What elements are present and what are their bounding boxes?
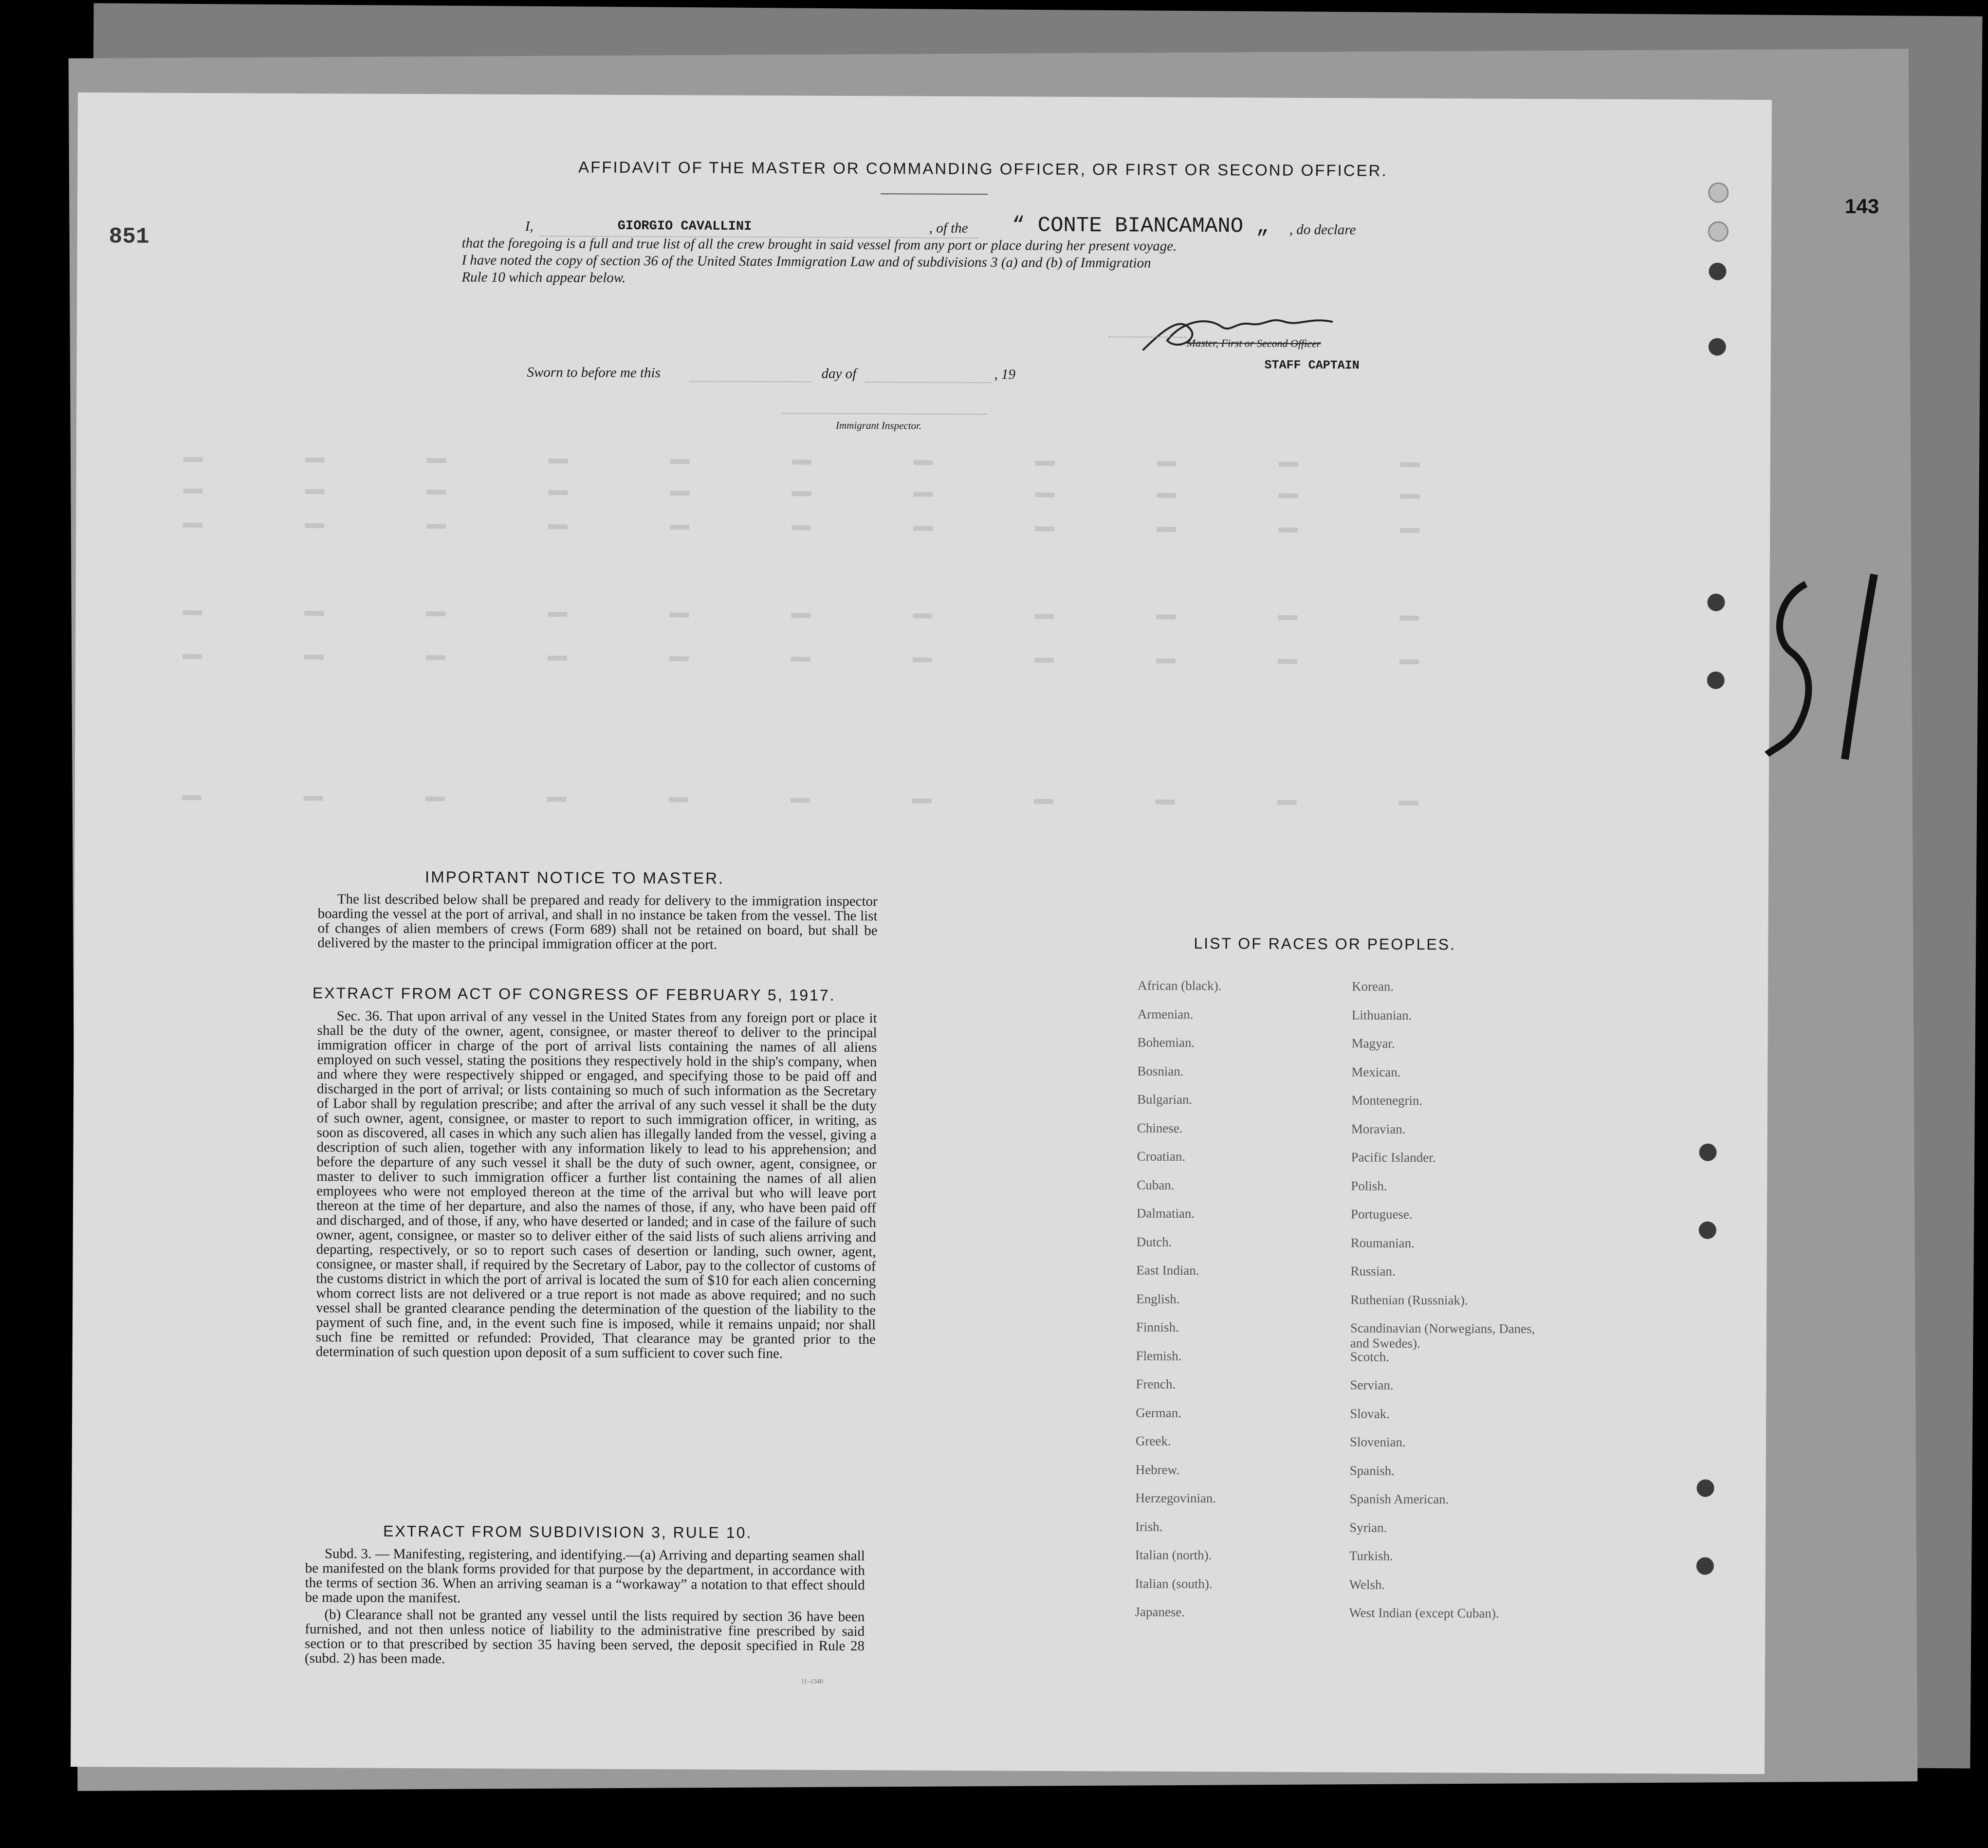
handwritten-mark <box>1762 569 1898 774</box>
races-heading: LIST OF RACES OR PEOPLES. <box>1194 934 1456 953</box>
race-item: Ruthenian (Russniak). <box>1350 1292 1468 1307</box>
signature-line <box>1109 335 1187 338</box>
signature-caption: Master, First or Second Officer <box>1186 336 1321 350</box>
bleed-through-row <box>183 653 1643 669</box>
binder-hole <box>1709 338 1726 356</box>
page-number: 143 <box>1845 195 1879 218</box>
race-item: Italian (north). <box>1135 1547 1212 1563</box>
race-item: Armenian. <box>1137 1006 1194 1022</box>
officer-name: GIORGIO CAVALLINI <box>617 219 752 235</box>
race-item: Chinese. <box>1137 1120 1183 1135</box>
left-stamp: 851 <box>109 224 149 250</box>
title-rule <box>881 193 988 195</box>
binder-hole <box>1696 1557 1714 1575</box>
binder-hole <box>1696 1480 1714 1497</box>
race-item: Servian. <box>1350 1377 1394 1392</box>
notice-heading: IMPORTANT NOTICE TO MASTER. <box>424 868 725 887</box>
race-item: Cuban. <box>1137 1177 1175 1192</box>
race-item: Portuguese. <box>1350 1207 1413 1222</box>
race-item: Scandinavian (Norwegians, Danes, and Swedes). <box>1350 1320 1535 1351</box>
sworn-line <box>690 380 811 382</box>
race-item: Bosnian. <box>1137 1063 1184 1079</box>
binder-hole <box>1707 594 1725 611</box>
bleed-through-row <box>184 456 1644 472</box>
race-item: Croatian. <box>1137 1149 1186 1164</box>
sworn-label: Sworn to before me this <box>527 365 661 381</box>
binder-hole <box>1707 672 1725 689</box>
race-item: Herzegovinian. <box>1135 1490 1216 1506</box>
race-item: Slovak. <box>1350 1406 1390 1421</box>
binder-hole <box>1699 1144 1716 1161</box>
race-item: Bohemian. <box>1137 1035 1195 1050</box>
bleed-through-row <box>183 609 1643 625</box>
form-code: 11–1340 <box>801 1677 823 1685</box>
extract-1-text: Sec. 36. That upon arrival of any vessel in the United States from any foreign port or place it shall be the duty of the owner, agent, consignee, or master thereof to deliver to the principal immigration officer in charge of the port of arrival lists containing the names of all aliens employed on such vessel, stating the positions they respectively hold in the ship's company, when and where they were respectively shipped or engaged, and specifying those to be paid off and discharged in the port of arrival; or lists containing so much of such information as the Secretary of Labor shall by regulation prescribe; and after the arrival of any such vessel it shall be the duty of such owner, agent, consignee, or master to report to such immigration officer, in writing, as soon as discovered, all cases in which any such alien has illegally landed from the vessel, giving a description of such alien, together with any information likely to lead to his apprehension; and before the departure of any such vessel it shall be the duty of such owner, agent, consignee, or master to deliver to such immigration officer a further list containing the names of all alien employees who were not employed thereon at the time of the arrival but who will leave port thereon at the time of her departure, and also the names of those, if any, who have been paid off and discharged, and of those, if any, who have deserted or landed; and in case of the failure of such owner, agent, consignee, or master so to deliver either of the said lists of such aliens arriving and departing, respectively, or so to report such cases of desertion or landing, such owner, agent, consignee, or master shall, if required by the Secretary of Labor, pay to the collector of customs of the customs district in which the port of arrival is located the sum of $10 for each alien concerning whom correct lists are not delivered or a true report is not made as above required; and no such vessel shall be granted clearance pending the determination of the question of the liability to the payment of such fine, and, in the event such fine is imposed, while it remains unpaid; nor shall such fine be remitted or refunded: Provided, That clearance may be granted prior to the determination of such question upon deposit of a sum sufficient to cover such fine. <box>315 1008 877 1362</box>
notice-text: The list described below shall be prepared and ready for delivery to the immigration inspector boarding the vessel at the port of arrival, and shall in no instance be taken from the vessel. The list of changes of alien members of crews (Form 689) shall not be retained on board, but shall be delivered by the master to the principal immigration officer at the port. <box>317 891 878 952</box>
race-item: Finnish. <box>1136 1319 1179 1335</box>
race-item: Italian (south). <box>1135 1576 1213 1591</box>
race-item: East Indian. <box>1136 1262 1199 1278</box>
race-item: Japanese. <box>1135 1604 1185 1619</box>
signature <box>1138 307 1343 361</box>
race-item: Moravian. <box>1351 1121 1406 1136</box>
day-line <box>865 381 992 383</box>
race-item: Polish. <box>1351 1178 1387 1193</box>
race-item: French. <box>1136 1376 1176 1391</box>
race-item: Hebrew. <box>1135 1462 1180 1477</box>
inspector-line <box>782 412 987 415</box>
race-item: Flemish. <box>1136 1348 1182 1363</box>
race-item: Spanish American. <box>1349 1491 1449 1507</box>
vessel-name: “ CONTE BIANCAMANO „ <box>1012 213 1270 239</box>
affidavit-line-2: that the foregoing is a full and true list of all the crew brought in said vessel from any port or place during her present voyage. <box>461 235 1177 254</box>
race-item: English. <box>1136 1291 1180 1306</box>
race-item: Dutch. <box>1136 1234 1172 1249</box>
race-item: Lithuanian. <box>1351 1007 1412 1023</box>
affidavit-line-3: I have noted the copy of section 36 of the United States Immigration Law and of subdivisions 3 (a) and (b) of Immigration <box>461 252 1151 271</box>
binder-hole <box>1709 263 1726 280</box>
affidavit-title: AFFIDAVIT OF THE MASTER OR COMMANDING OFFICER, OR FIRST OR SECOND OFFICER. <box>578 158 1388 180</box>
race-item: Magyar. <box>1351 1036 1395 1051</box>
race-item: Syrian. <box>1349 1519 1387 1535</box>
race-item: Spanish. <box>1349 1463 1395 1478</box>
race-item: Pacific Islander. <box>1351 1150 1436 1165</box>
race-item: Turkish. <box>1349 1548 1393 1563</box>
extract-1-heading: EXTRACT FROM ACT OF CONGRESS OF FEBRUARY 5, 1917. <box>312 984 836 1004</box>
bleed-through-row <box>183 487 1643 503</box>
binder-hole <box>1699 1222 1716 1239</box>
do-declare-label: , do declare <box>1289 221 1356 238</box>
race-item: Russian. <box>1350 1263 1396 1279</box>
affidavit-line-4: Rule 10 which appear below. <box>461 269 626 286</box>
extract-2-heading: EXTRACT FROM SUBDIVISION 3, RULE 10. <box>383 1522 753 1542</box>
bleed-through-row <box>182 794 1642 810</box>
race-item: Dalmatian. <box>1136 1206 1195 1221</box>
signer-title: STAFF CAPTAIN <box>1264 358 1360 373</box>
binder-hole <box>1708 221 1729 242</box>
binder-hole <box>1708 183 1729 203</box>
extract-2-text-b: (b) Clearance shall not be granted any vessel until the lists required by section 36 have been furnished, and not then unless notice of liability to the administrative fine prescribed by said section or to that prescribed by section 35 having been served, the deposit specified in Rule 28 (subd. 2) has been made. <box>304 1607 865 1667</box>
race-item: Montenegrin. <box>1351 1093 1423 1108</box>
race-item: Greek. <box>1135 1433 1171 1448</box>
document-page <box>71 92 1772 1774</box>
of-the-label: , of the <box>929 220 968 236</box>
race-item: West Indian (except Cuban). <box>1349 1605 1499 1621</box>
bleed-through-row <box>183 521 1643 537</box>
affidavit-i-label: I, <box>525 219 534 235</box>
race-item: German. <box>1136 1405 1181 1420</box>
race-item: Mexican. <box>1351 1064 1401 1080</box>
race-item: Roumanian. <box>1350 1235 1415 1250</box>
extract-2-text-a: Subd. 3. — Manifesting, registering, and identifying.—(a) Arriving and departing seamen shall be manifested on the blank forms provided for that purpose by the department, in accordance with the terms of section 36. When an arriving seaman is a “workaway” a notation to that effect should be made upon the manifest. <box>305 1546 865 1606</box>
race-item: Korean. <box>1351 979 1394 994</box>
inspector-caption: Immigrant Inspector. <box>835 419 922 432</box>
race-item: Bulgarian. <box>1137 1092 1193 1107</box>
race-item: Welsh. <box>1349 1576 1385 1592</box>
race-item: African (black). <box>1137 978 1222 993</box>
race-item: Scotch. <box>1350 1349 1390 1364</box>
race-item: Slovenian. <box>1349 1434 1406 1449</box>
day-of-label: day of <box>821 366 857 382</box>
race-item: Irish. <box>1135 1519 1163 1534</box>
year-label: , 19 <box>994 366 1016 383</box>
